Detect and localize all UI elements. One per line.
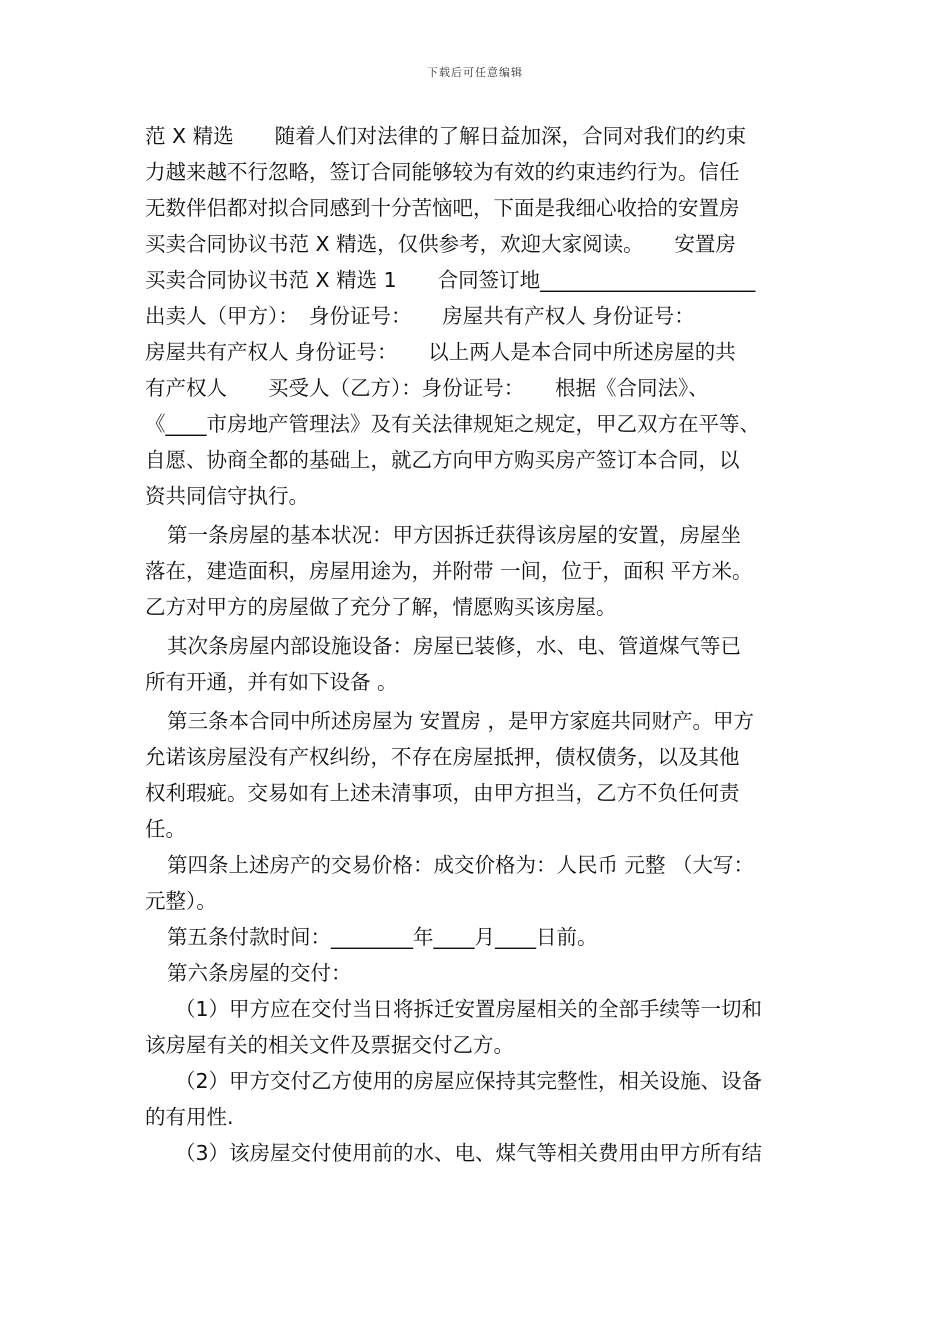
text-line: 乙方对甲方的房屋做了充分了解，情愿购买该房屋。 bbox=[145, 595, 617, 619]
text-line: 任。 bbox=[145, 817, 186, 841]
text-line: 落在，建造面积，房屋用途为，并附带 一间，位于，面积 平方米。 bbox=[145, 559, 753, 583]
text-line: 有产权人 买受人（乙方）：身份证号： 根据《合同法》、 bbox=[145, 376, 709, 400]
text-line: 力越来越不行忽略，签订合同能够较为有效的约束违约行为。信任 bbox=[145, 160, 740, 184]
text-line: 的有用性. bbox=[145, 1105, 234, 1129]
text-line: 买卖合同协议书范 X 精选，仅供参考，欢迎大家阅读。 安置房 bbox=[145, 232, 736, 256]
clause-3-line: （3）该房屋交付使用前的水、电、煤气等相关费用由甲方所有结 bbox=[175, 1141, 763, 1165]
article-2-line: 其次条房屋内部设施设备：房屋已装修，水、电、管道煤气等已 bbox=[167, 634, 741, 658]
text-line: 所有开通，并有如下设备 。 bbox=[145, 670, 398, 694]
text-line: 资共同信守执行。 bbox=[145, 484, 309, 508]
text-line: 权利瑕疵。交易如有上述未清事项，由甲方担当，乙方不负任何责 bbox=[145, 781, 740, 805]
article-1-line: 第一条房屋的基本状况：甲方因拆迁获得该房屋的安置，房屋坐 bbox=[167, 523, 741, 547]
text-line: 《____市房地产管理法》及有关法律规矩之规定，甲乙双方在平等、 bbox=[145, 412, 760, 436]
article-3-line: 第三条本合同中所述房屋为 安置房 ，是甲方家庭共同财产。甲方 bbox=[167, 709, 755, 733]
clause-2-line: （2）甲方交付乙方使用的房屋应保持其完整性，相关设施、设备 bbox=[175, 1069, 763, 1093]
text-line: 房屋共有产权人 身份证号： 以上两人是本合同中所述房屋的共 bbox=[145, 340, 736, 364]
text-line: 买卖合同协议书范 X 精选 1 合同签订地_____________________ bbox=[145, 268, 756, 292]
document-body bbox=[145, 118, 810, 1171]
clause-1-line: （1）甲方应在交付当日将拆迁安置房屋相关的全部手续等一切和 bbox=[175, 997, 763, 1021]
article-5-line: 第五条付款时间：________年____月____日前。 bbox=[167, 925, 598, 949]
text-line: 出卖人（甲方）： 身份证号： 房屋共有产权人 身份证号： bbox=[145, 304, 695, 328]
text-line: 无数伴侣都对拟合同感到十分苦恼吧，下面是我细心收拾的安置房 bbox=[145, 196, 740, 220]
text-line: 范 X 精选 随着人们对法律的了解日益加深，合同对我们的约束 bbox=[145, 124, 747, 148]
text-line: 该房屋有关的相关文件及票据交付乙方。 bbox=[145, 1033, 514, 1057]
article-6-line: 第六条房屋的交付： bbox=[167, 961, 352, 985]
text-line: 自愿、协商全都的基础上，就乙方向甲方购买房产签订本合同，以 bbox=[145, 448, 740, 472]
header-note: 下载后可任意编辑 bbox=[427, 66, 523, 79]
text-line: 元整）。 bbox=[145, 889, 217, 913]
text-line: 允诺该房屋没有产权纠纷，不存在房屋抵押，债权债务，以及其他 bbox=[145, 745, 740, 769]
article-4-line: 第四条上述房产的交易价格：成交价格为：人民币 元整 （大写： bbox=[167, 853, 755, 877]
